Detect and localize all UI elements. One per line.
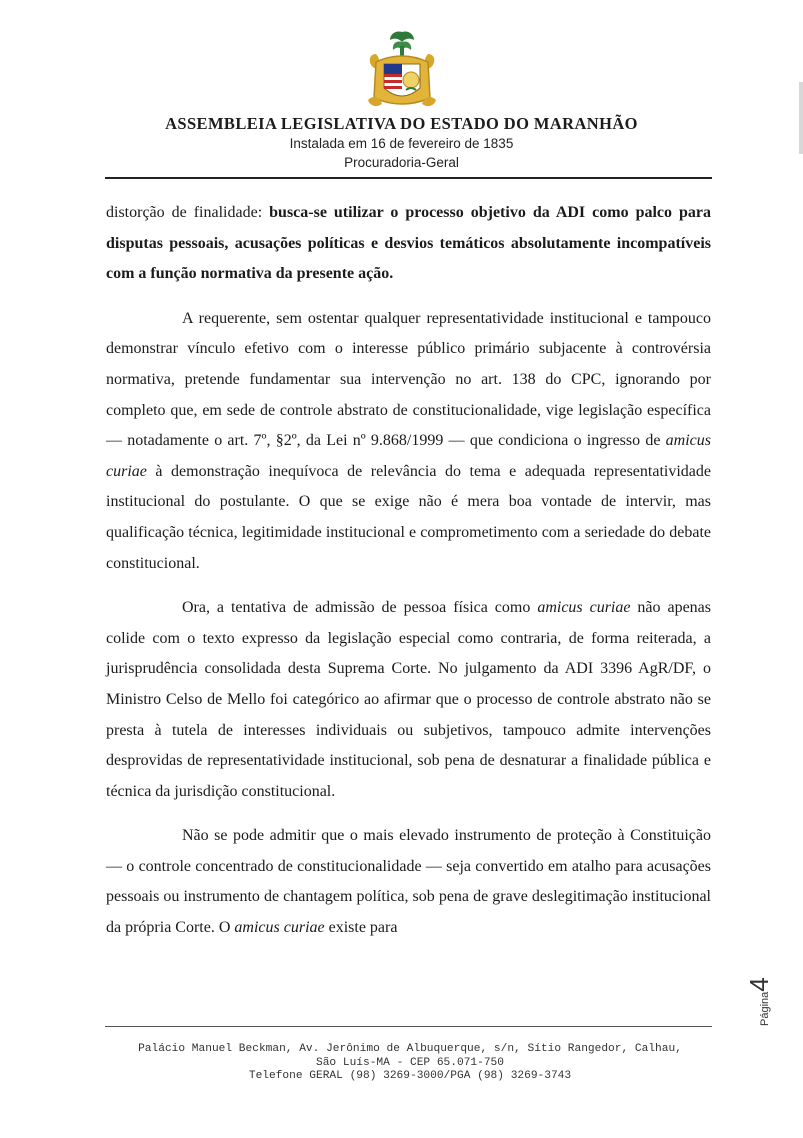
paragraph-4 [106, 821, 711, 943]
letterhead [0, 28, 803, 172]
paragraph-1 [106, 198, 711, 290]
paragraph-1-text: distorção de finalidade: [106, 204, 270, 221]
footer-phone-line: Telefone GERAL (98) 3269-3000/PGA (98) 3269-3743 [248, 1070, 572, 1082]
footer-address-line: Palácio Manuel Beckman, Av. Jerônimo de Albuquerque, s/n, Sítio Rangedor, Calhau, [138, 1043, 682, 1055]
paragraph-3 [106, 593, 711, 807]
header-divider [105, 177, 712, 179]
department-name: Procuradoria-Geral [344, 155, 459, 170]
page-number [744, 970, 784, 1030]
paragraph-2-italic: amicus curiae [106, 432, 711, 480]
paragraph-4-italic: amicus curiae [234, 919, 325, 937]
maranhao-coat-of-arms-icon [360, 28, 444, 112]
footer-divider [105, 1026, 712, 1027]
paragraph-2-text-a: A requerente, sem ostentar qualquer representatividade institucional e tampouco demonstrar vínculo efetivo com o interesse público primário subjacente à controvérsia normativa, pretende fundamentar sua intervenção no art. 138 do CPC, ignorando por completo que, em sede de controle abstrato de constitucionalidade, vige legislação específica — notadamente o art. 7º, §2º, da Lei nº 9.868/1999 — que condiciona o ingresso de [106, 309, 711, 450]
paragraph-2 [106, 304, 711, 579]
paragraph-3-text-b: não apenas colide com o texto expresso da legislação especial como contraria, de forma reiterada, a jurisprudência consolidada desta Suprema Corte. No julgamento da ADI 3396 AgR/DF, o Ministro Celso de Mello foi categórico ao afirmar que o processo de controle abstrato não se presta à tutela de interesses individuais ou subjetivos, tampouco admite intervenções desprovidas de representatividade institucional, sob pena de desnaturar a finalidade pública e técnica da jurisdição constitucional. [106, 599, 711, 800]
paragraph-1-bold: busca-se utilizar o processo objetivo da ADI como palco para disputas pessoais, acusações políticas e desvios temáticos absolutamente incompatíveis com a função normativa da presente ação. [106, 204, 711, 283]
page-label: Página [759, 991, 771, 1026]
paragraph-3-text-a: Ora, a tentativa de admissão de pessoa física como [182, 599, 538, 617]
paragraph-2-text-b: à demonstração inequívoca de relevância do tema e adequada representatividade institucional do postulante. O que se exige não é mera boa vontade de intervir, mas qualificação técnica, legitimidade institucional e comprometimento com a seriedade do debate constitucional. [106, 462, 711, 572]
institution-name: ASSEMBLEIA LEGISLATIVA DO ESTADO DO MARANHÃO [165, 114, 638, 133]
paragraph-4-text-b: existe para [324, 919, 398, 937]
document-body [106, 198, 711, 958]
page-number-value: 4 [744, 977, 774, 992]
paragraph-4-text-a: Não se pode admitir que o mais elevado instrumento de proteção à Constituição — o controle concentrado de constitucionalidade — seja convertido em atalho para acusações pessoais ou instrumento de chantagem política, sob pena de grave deslegitimação institucional da própria Corte. O [106, 827, 711, 937]
paragraph-3-italic: amicus curiae [537, 599, 631, 617]
footer-address [90, 1043, 730, 1084]
installation-date: Instalada em 16 de fevereiro de 1835 [289, 136, 514, 151]
footer-city-line: São Luís-MA - CEP 65.071-750 [316, 1056, 504, 1069]
page-number-rotated [744, 977, 775, 1026]
